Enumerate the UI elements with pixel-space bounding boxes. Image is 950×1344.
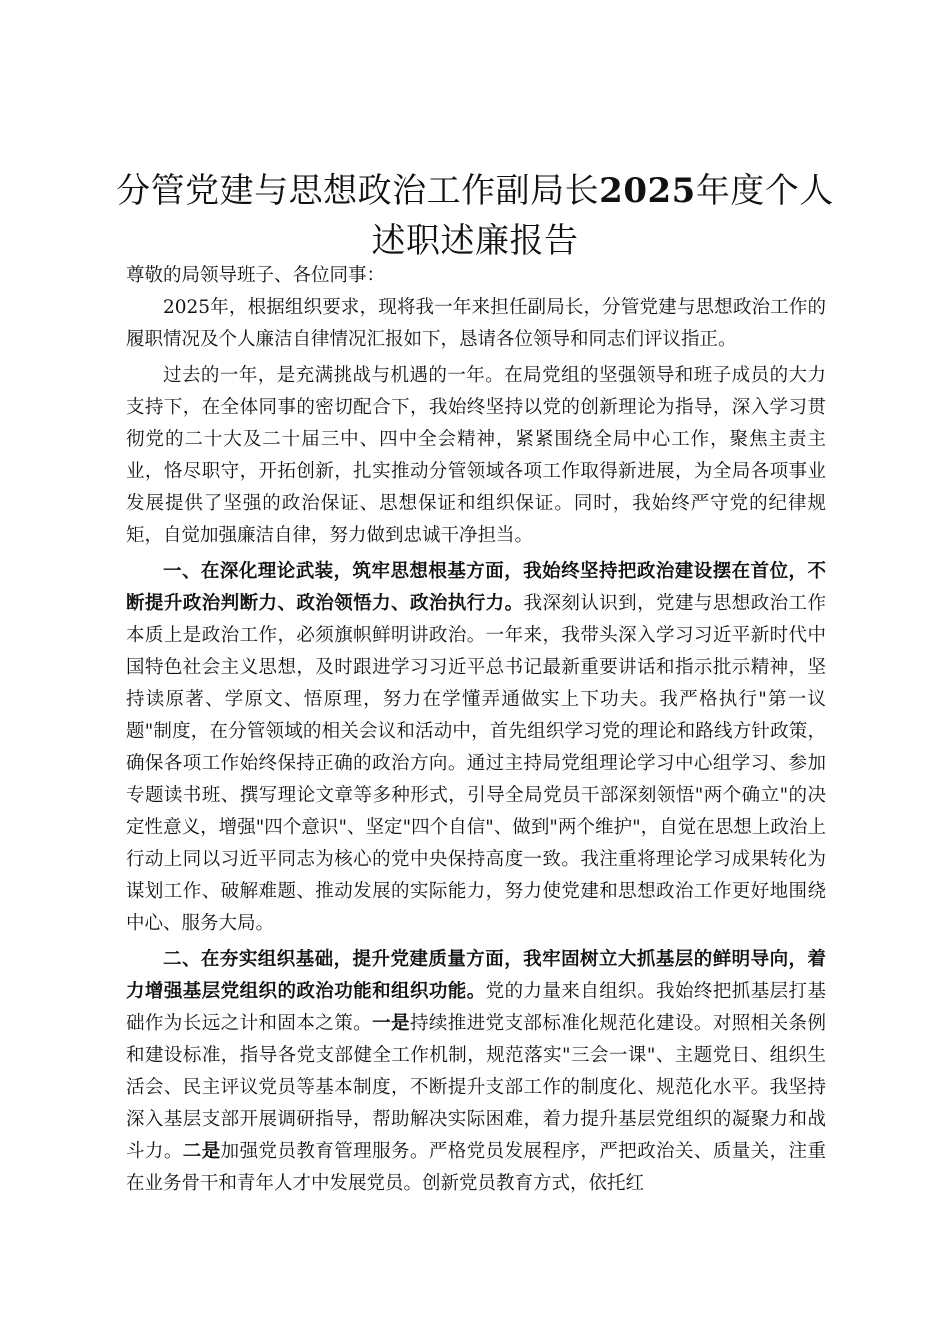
paragraph-section-2 (126, 944, 826, 1200)
document-title (110, 166, 840, 266)
document-body (126, 260, 826, 1200)
section-1-heading: 一、在深化理论武装，筑牢思想根基方面，我始终坚持把政治建设摆在首位，不断提升政治判断力、政治领悟力、政治执行力。 (126, 561, 826, 614)
paragraph-overview: 过去的一年，是充满挑战与机遇的一年。在局党组的坚强领导和班子成员的大力支持下，在全体同事的密切配合下，我始终坚持以党的创新理论为指导，深入学习贯彻党的二十大及二十届三中、四中全会精神，紧紧围绕全局中心工作，聚焦主责主业，恪尽职守，开拓创新，扎实推动分管领域各项工作取得新进展，为全局各项事业发展提供了坚强的政治保证、思想保证和组织保证。同时，我始终严守党的纪律规矩，自觉加强廉洁自律，努力做到忠诚干净担当。 (126, 365, 826, 546)
section-2-text-b: 持续推进党支部标准化规范化建设。对照相关条例和建设标准，指导各党支部健全工作机制，规范落实"三会一课"、主题党日、组织生活会、民主评议党员等基本制度，不断提升支部工作的制度化、规范化水平。我坚持深入基层支部开展调研指导，帮助解决实际困难，着力提升基层党组织的凝聚力和战斗力。 (126, 1013, 826, 1162)
paragraph-section-1 (126, 556, 826, 940)
title-year: 2025 (599, 171, 696, 211)
section-2-mark-2: 二是 (182, 1141, 221, 1162)
section-2-text-a: 党的力量来自组织。我始终把抓基层打基础作为长远之计和固本之策。 (126, 981, 826, 1034)
title-part2: 年度个人述职述廉报告 (371, 171, 834, 261)
section-2-heading: 二、在夯实组织基础，提升党建质量方面，我牢固树立大抓基层的鲜明导向，着力增强基层党组织的政治功能和组织功能。 (126, 949, 826, 1002)
section-2-mark-1: 一是 (372, 1013, 410, 1034)
section-2-text-c: 加强党员教育管理服务。严格党员发展程序，严把政治关、质量关，注重在业务骨干和青年人才中发展党员。创新党员教育方式，依托红 (126, 1141, 826, 1194)
salutation: 尊敬的局领导班子、各位同事： (126, 265, 386, 286)
section-1-text: 我深刻认识到，党建与思想政治工作本质上是政治工作，必须旗帜鲜明讲政治。一年来，我带头深入学习习近平新时代中国特色社会主义思想，及时跟进学习习近平总书记最新重要讲话和指示批示精神，坚持读原著、学原文、悟原理，努力在学懂弄通做实上下功夫。我严格执行"第一议题"制度，在分管领域的相关会议和活动中，首先组织学习党的理论和路线方针政策，确保各项工作始终保持正确的政治方向。通过主持局党组理论学习中心组学习、参加专题读书班、撰写理论文章等多种形式，引导全局党员干部深刻领悟"两个确立"的决定性意义，增强"四个意识"、坚定"四个自信"、做到"两个维护"，自觉在思想上政治上行动上同以习近平同志为核心的党中央保持高度一致。我注重将理论学习成果转化为谋划工作、破解难题、推动发展的实际能力，努力使党建和思想政治工作更好地围绕中心、服务大局。 (126, 593, 826, 934)
title-part1: 分管党建与思想政治工作副局长 (116, 171, 600, 211)
paragraph-intro: 2025年，根据组织要求，现将我一年来担任副局长，分管党建与思想政治工作的履职情况及个人廉洁自律情况汇报如下，恳请各位领导和同志们评议指正。 (126, 297, 826, 350)
